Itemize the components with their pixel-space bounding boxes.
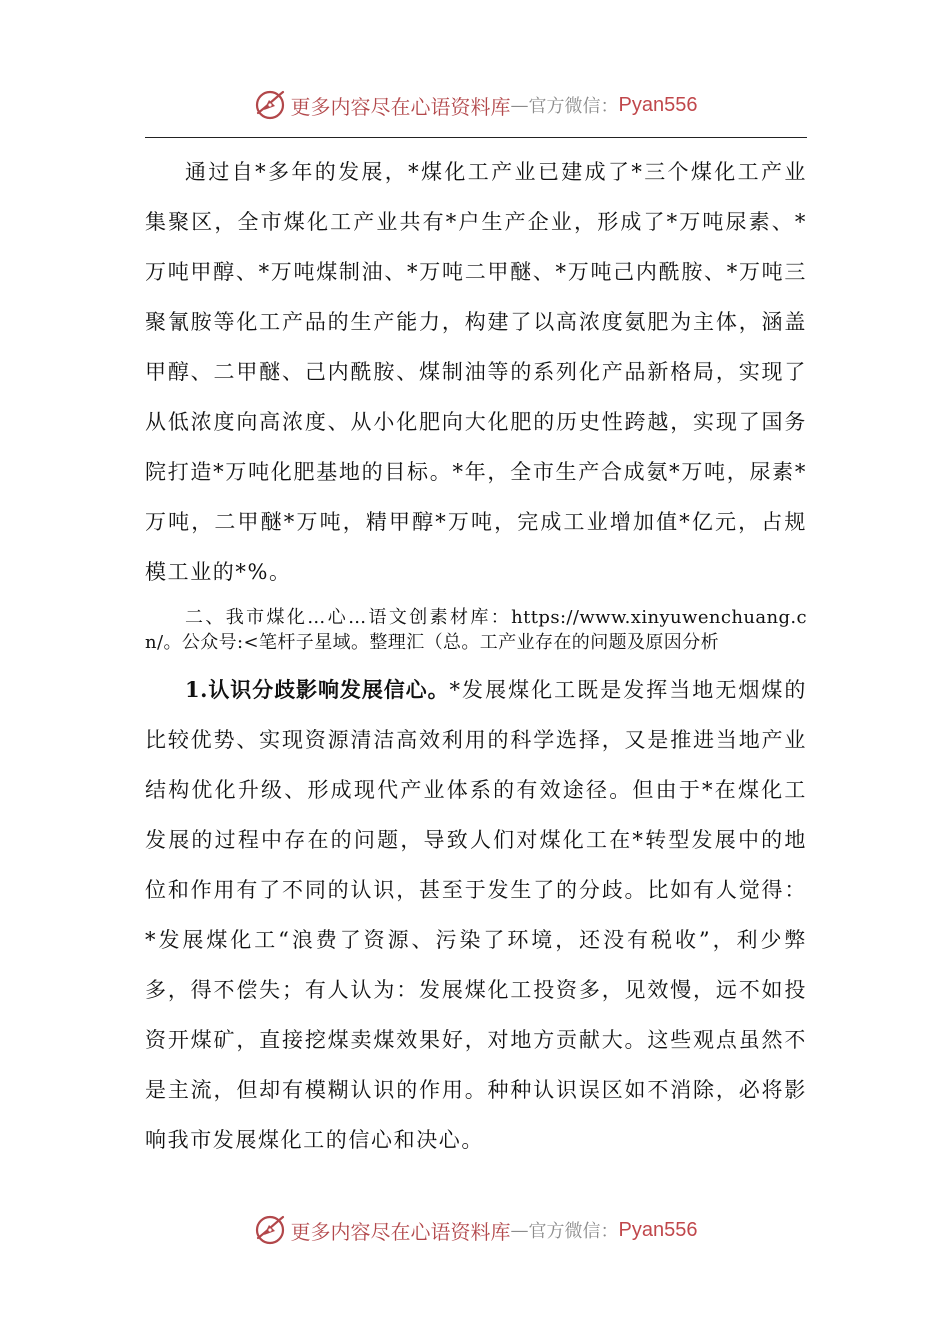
section-heading: 二、我市煤化…心…语文创素材库：https://www.xinyuwenchuang.cn/。公众号:<笔杆子星域。整理汇（总。工产业存在的问题及原因分析 [145, 607, 807, 653]
paragraph-cognitive-divergence [145, 665, 807, 1165]
header-wechat-id: Pyan556 [618, 93, 698, 116]
header-official-label: 官方微信： [528, 96, 619, 117]
pen-nib-logo-icon [253, 1213, 287, 1247]
header-slogan: 更多内容尽在心语资料库 [290, 94, 511, 119]
pen-nib-logo-icon [253, 88, 287, 122]
document-body [145, 147, 807, 1165]
paragraph-lead: 1.认识分歧影响发展信心。 [185, 677, 450, 702]
header-banner [0, 85, 950, 125]
footer-banner [0, 1210, 950, 1250]
footer-official-label: 官方微信： [528, 1221, 619, 1242]
paragraph-overview: 通过自*多年的发展，*煤化工产业已建成了*三个煤化工产业集聚区，全市煤化工产业共有*户生产企业，形成了*万吨尿素、*万吨甲醇、*万吨煤制油、*万吨二甲醚、*万吨己内酰胺、*万吨三聚氰胺等化工产品的生产能力，构建了以高浓度氨肥为主体，涵盖甲醇、二甲醚、己内酰胺、煤制油等的系列化产品新格局，实现了从低浓度向高浓度、从小化肥向大化肥的历史性跨越，实现了国务院打造*万吨化肥基地的目标。*年，全市生产合成氨*万吨，尿素*万吨，二甲醚*万吨，精甲醇*万吨，完成工业增加值*亿元，占规模工业的*%。 [145, 160, 807, 584]
footer-wechat-id: Pyan556 [618, 1218, 698, 1241]
paragraph-text: *发展煤化工既是发挥当地无烟煤的比较优势、实现资源清洁高效利用的科学选择，又是推进当地产业结构优化升级、形成现代产业体系的有效途径。但由于*在煤化工发展的过程中存在的问题，导致人们对煤化工在*转型发展中的地位和作用有了不同的认识，甚至于发生了的分歧。比如有人觉得：*发展煤化工“浪费了资源、污染了环境，还没有税收”，利少弊多，得不偿失；有人认为：发展煤化工投资多，见效慢，远不如投资开煤矿，直接挖煤卖煤效果好，对地方贡献大。这些观点虽然不是主流，但却有模糊认识的作用。种种认识误区如不消除，必将影响我市发展煤化工的信心和决心。 [145, 678, 808, 1152]
header-separator: — [510, 94, 529, 116]
header-divider [145, 137, 807, 138]
footer-slogan: 更多内容尽在心语资料库 [290, 1219, 511, 1244]
footer-separator: — [510, 1219, 529, 1241]
